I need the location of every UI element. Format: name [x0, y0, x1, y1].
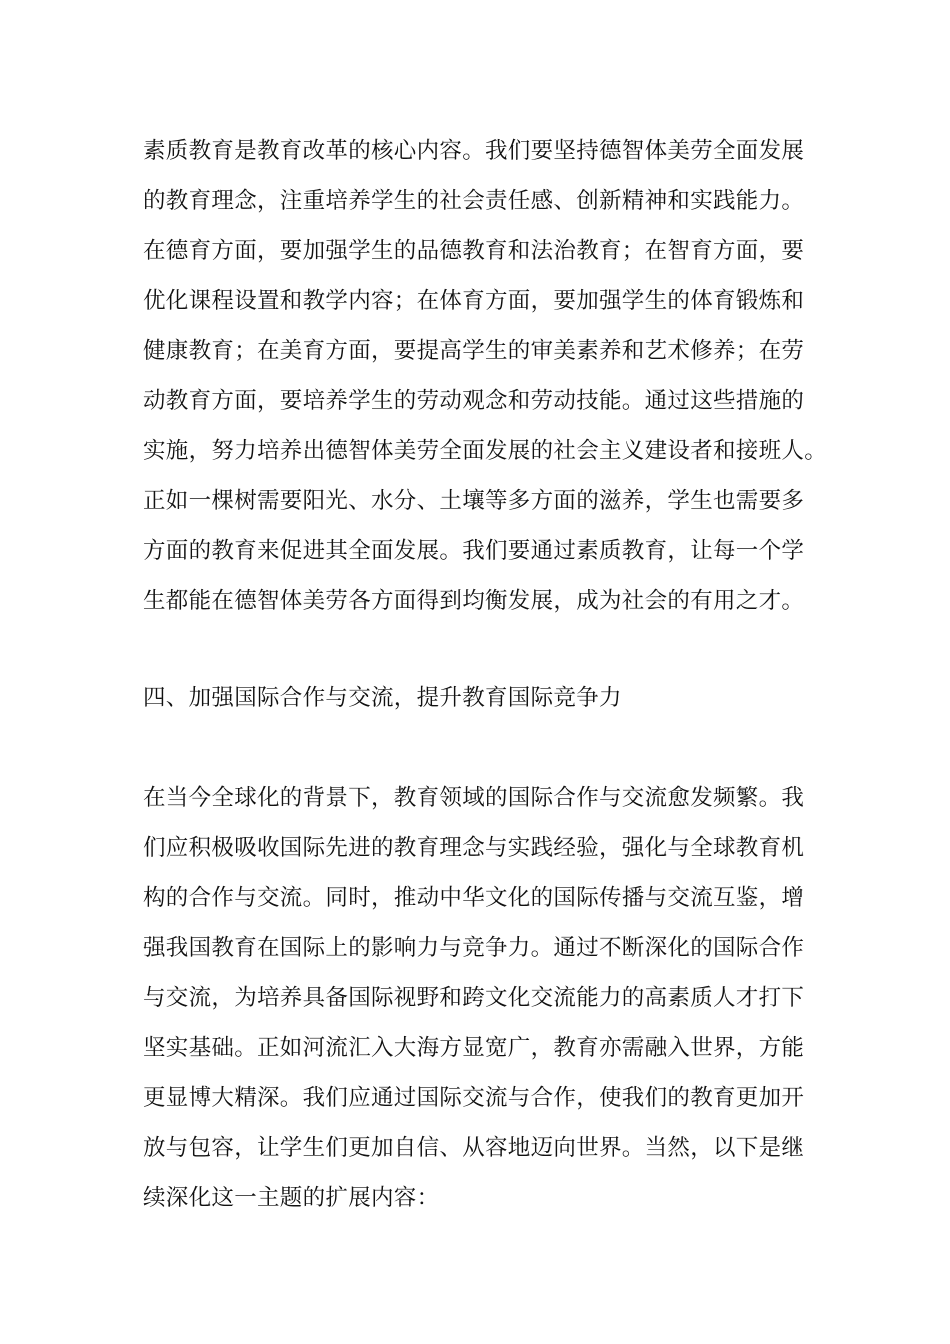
paragraph-line: 健康教育；在美育方面，要提高学生的审美素养和艺术修养；在劳: [143, 338, 805, 364]
paragraph-line: 与交流，为培养具备国际视野和跨文化交流能力的高素质人才打下: [143, 985, 805, 1011]
paragraph-line: 构的合作与交流。同时，推动中华文化的国际传播与交流互鉴，增: [143, 885, 805, 911]
section-heading-text: 四、加强国际合作与交流，提升教育国际竞争力: [143, 685, 622, 711]
paragraph-line: 优化课程设置和教学内容；在体育方面，要加强学生的体育锻炼和: [143, 288, 805, 314]
paragraph-line: 素质教育是教育改革的核心内容。我们要坚持德智体美劳全面发展: [143, 138, 805, 164]
paragraph-international-cooperation: [143, 773, 823, 1223]
paragraph-line: 生都能在德智体美劳各方面得到均衡发展，成为社会的有用之才。: [143, 588, 805, 614]
section-heading: [143, 673, 823, 723]
paragraph-line: 在当今全球化的背景下，教育领域的国际合作与交流愈发频繁。我: [143, 785, 805, 811]
paragraph-line: 强我国教育在国际上的影响力与竞争力。通过不断深化的国际合作: [143, 935, 805, 961]
paragraph-line: 们应积极吸收国际先进的教育理念与实践经验，强化与全球教育机: [143, 835, 805, 861]
paragraph-line: 的教育理念，注重培养学生的社会责任感、创新精神和实践能力。: [143, 188, 805, 214]
paragraph-line: 在德育方面，要加强学生的品德教育和法治教育；在智育方面，要: [143, 238, 805, 264]
paragraph-line: 正如一棵树需要阳光、水分、土壤等多方面的滋养，学生也需要多: [143, 488, 805, 514]
paragraph-quality-education: [143, 126, 828, 626]
paragraph-line: 实施，努力培养出德智体美劳全面发展的社会主义建设者和接班人。: [143, 438, 828, 464]
paragraph-line: 放与包容，让学生们更加自信、从容地迈向世界。当然，以下是继: [143, 1135, 805, 1161]
paragraph-line: 方面的教育来促进其全面发展。我们要通过素质教育，让每一个学: [143, 538, 805, 564]
paragraph-line: 更显博大精深。我们应通过国际交流与合作，使我们的教育更加开: [143, 1085, 805, 1111]
paragraph-line: 动教育方面，要培养学生的劳动观念和劳动技能。通过这些措施的: [143, 388, 805, 414]
paragraph-line: 坚实基础。正如河流汇入大海方显宽广，教育亦需融入世界，方能: [143, 1035, 805, 1061]
paragraph-line: 续深化这一主题的扩展内容：: [143, 1185, 440, 1211]
